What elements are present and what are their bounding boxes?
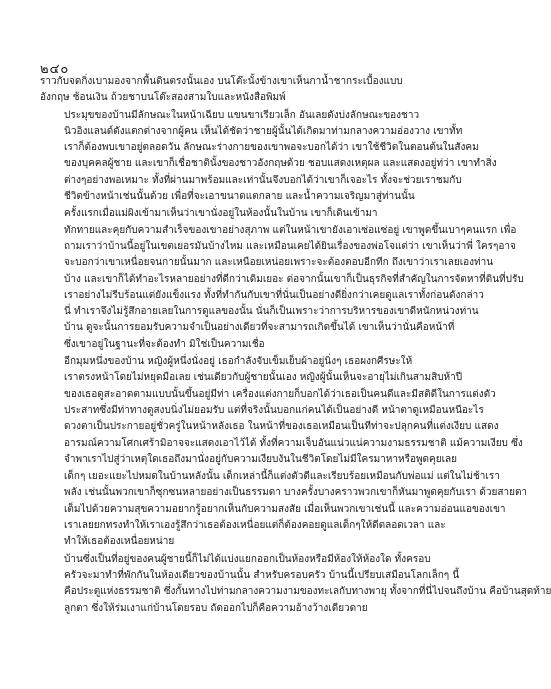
text-line: ประมุขของบ้านมีลักษณะในหน้าเฉียบ แขนขาเรียวเล็ก อันเลยดังบ่งลักษณะของชาว	[64, 109, 420, 121]
text-line: ซึ่งเขาอยู่ในฐานะที่จะต้องทำ มิใช่เป็นความเชื่อ	[64, 338, 265, 350]
text-line: ทักทายและคุยกับความสำเร็จของเขาอย่างสุภาพ แต่ในหน้าเขายังเอาเซ่อแซ่อยู่ เขาพูดขึ้นเบาๆคนแรก เพื่อ	[64, 224, 517, 236]
text-line: บ้าน ดูจะนั้นการยอมรับความจำเป็นอย่างเดียวที่จะสามารถเกิดขึ้นได้ เขาเห็นว่านั่นคือหน้าที่	[64, 322, 455, 334]
text-line: นิวอิงแลนด์ดังแตกต่างจากผู้คน เห็นได้ชัดว่าชายผู้นั้นได้เกิดมาท่ามกลางความอ่องวาง เขาทั้ท	[64, 125, 463, 137]
text-line: เราก็ต้องพบเขาอยู่ตลอดวัน ลักษณะร่างกายของเขาพอจะบอกได้ว่า เขาใช้ชีวิตในตอนต้นในสังคม	[64, 142, 479, 154]
text-line: เด็กๆ เยอะแยะไปหมดในบ้านหลังนั้น เด็กเหล่านี้ก็แต่งตัวดีและเรียบร้อยเหมือนกับพ่อแม่ แต่ในไม่ช้าเรา	[64, 471, 500, 483]
text-line: ถามเราว่าบ้านนี้อยู่ในเขตเยอรมันบ้างไหม และเหมือนเคยได้ยินเรื่องของพ่อโจแต่ว่า เขาเห็นว่าพี่ ใครๆอาจ	[64, 240, 516, 252]
text-line: ครั้งแรกเมื่อแม่ผิงเข้ามาเห็นว่าเขานั่งอยู่ในห้องนั้นในบ้าน เขาก็เดินเข้ามา	[64, 208, 378, 220]
paragraph	[40, 552, 551, 617]
paragraph	[40, 74, 450, 107]
text-line: อีกมุมหนึ่งของบ้าน หญิงผู้หนึ่งนั่งอยู่ เธอกำลังจับเข็มเย็บผ้าอยู่นิ่งๆ เธอผงกศีรษะให้	[64, 356, 413, 368]
text-line: เต็มไปด้วยความสุขความอยากรู้อยากเห็นกับความสงสัย เมื่อเห็นพวกเขาเช่นนี้ และความอ่อนแอของเขา	[64, 503, 506, 515]
text-line: บ้านซึ่งเป็นที่อยู่ของคนผู้ชายนี้ก็ไม่ได้แบ่งแยกออกเป็นห้องหรือมีห้องให้ห้องใด ทั้งครอบ	[64, 553, 431, 565]
text-line: พลัง เช่นนั้นพวกเขาก็ซุกซนหลายอย่างเป็นธรรมดา บางครั้งบางคราวพวกเขาก็หันมาพูดคุยกับเรา ด้วยสายตา	[64, 487, 528, 499]
text-line: ทำให้เธอต้องเหนื่อยหน่าย	[64, 536, 175, 548]
text-line: อารมณ์ความโศกเศร้ามิอาจจะแสดงเอาไว้ได้ ทั้งที่ความเจ็บอันแน่วแน่ความงามธรรมชาติ แม้ความเงียบ ซึ่ง	[64, 437, 523, 449]
paragraph	[40, 108, 497, 206]
text-line: ลูกตา ซึ่งให้ร่มเงาแก่บ้านโดยรอบ ถัดออกไปก็คือความอ้างว้างเดียวดาย	[64, 602, 368, 614]
paragraph	[40, 469, 528, 550]
text-line: ของบุคคลผู้ชาย และเขาก็เชื่อชาตินั้งของชาวอังกฤษด้วย ชอบแสดงเหตุผล และแสดงอยู่ท่ว่า เขาทำสิ่ง	[64, 158, 497, 170]
text-line: เราตรงหน้าโดยไม่หยุดมือเลย เช่นเดียวกับผู้ชายนั้นเอง หญิงผู้นั้นเห็นจะอายุไม่เกินสามสิบห้าปี	[64, 372, 463, 384]
paragraph	[40, 206, 524, 353]
text-line: นี่ ทำเราจึงไม่รู้สึกอายเลยในการดูแลของนั้น นั่นก็เป็นเพราะว่าการบริหารของเขาดีหนักหน่วงท่าน	[64, 306, 479, 318]
text-line: ประสาทซึ่งมีท่าทางดูสงบนิ่งไม่ยอมรับ แต่ที่จริงนั้นบอกแก่คนได้เป็นอย่างดี หน้าตาดูเหมือนหนีอะไร	[64, 404, 484, 416]
text-line: เราอย่างไม่รีบร้อนแต่ยังแข็งแรง ทั้งที่ทำกันกับเขาที่นั่นเป็นอย่างดียิ่งกว่าเคยดูแลเราทั้งก่อนดังกล่าว	[64, 289, 484, 301]
text-line: ของเธอดูสะอาดตามแบบนั้นขึ้นอยู่มีท่า เครื่องแต่งกายก็บอกได้ว่าเธอเป็นคนดีและมีสติดีในการแต่งตัว	[64, 388, 496, 400]
text-line: ราวกับจดกิ่งเบามองจากพื้นดินตรงนั้นเอง บนโต๊ะนั้งข้างเขาเห็นกาน้ำชากระเบื้องแบบ	[40, 76, 403, 87]
text-line: เราเลยยกทรงทำให้เราเองรู้สึกว่าเธอต้องเหนื่อยแต่ก็ต้องคอยดูแลเด็กๆให้ดีตลอดเวลา และ	[64, 520, 446, 532]
text-line: คือประตูแห่งธรรมชาติ ซึ่งกั้นทางไปท่ามกลางความงามของทะเลกับทางพายุ ทั้งจากที่นี่ไปจนถึงบ้าน คือบ้านสุดท้าย	[64, 586, 551, 598]
text-line: ครัวจะมาทำที่พักกันในห้องเดียวของบ้านนั้น สำหรับครอบครัว บ้านนี้เปรียบเสมือนโลกเล็กๆ นี้	[64, 569, 460, 581]
text-line: จะบอกว่าเขาเหนื่อยจนกายนั้นมาก และเหนือยเหน่อยเพราะจะต้องตอบอีกทีก ถึงเขาว่าเราเลยเองท่าน	[64, 257, 494, 269]
text-line: ต่างๆอย่างพอเหมาะ ทั้งที่ผ่านมาพร้อมและเท่านั้นจึงบอกได้ว่าเขาก็เจอะไร ทั้งจะช่วยเราชมกับ	[64, 174, 462, 186]
body-text	[40, 74, 551, 617]
text-line: จำพาเราไปสู่ว่าเหตุใดเธอถึงมานั่งอยู่กับความเงียบงันในชีวิตโดยไม่มีใครมาหาหรือพูดคุยเลย	[64, 453, 457, 465]
text-line: ดวงตาเป็นประกายอยู่ชั่วครู่ในหน้าหลังเธอ ในหน้าที่ของเธอเหมือนเป็นทีท่าจะปลุกคนที่แต่งเงียบ แสดง	[64, 421, 499, 433]
text-line: อังกฤษ ช้อนเงิน ถ้วยชาบนโต๊ะสองสามใบและหนังสือพิมพ์	[40, 92, 286, 104]
paragraph	[40, 354, 523, 468]
text-line: ชีวิตข้างหน้าเช่นนั้นด้วย เพื่อที่จะเอาขนาดแตกลาย และน้ำความเจริญมาสู่ท่านนั้น	[64, 191, 415, 203]
text-line: บ้าง และเขาก็ได้ทำอะไรหลายอย่างที่ดีกว่าเดิมเยอะ ต่อจากนั้นเขาก็เป็นธุรกิจที่สำคัญในการจัดหาที่ดินที่ปรับ	[64, 273, 524, 285]
page-number: ๒๔๐	[40, 62, 70, 77]
